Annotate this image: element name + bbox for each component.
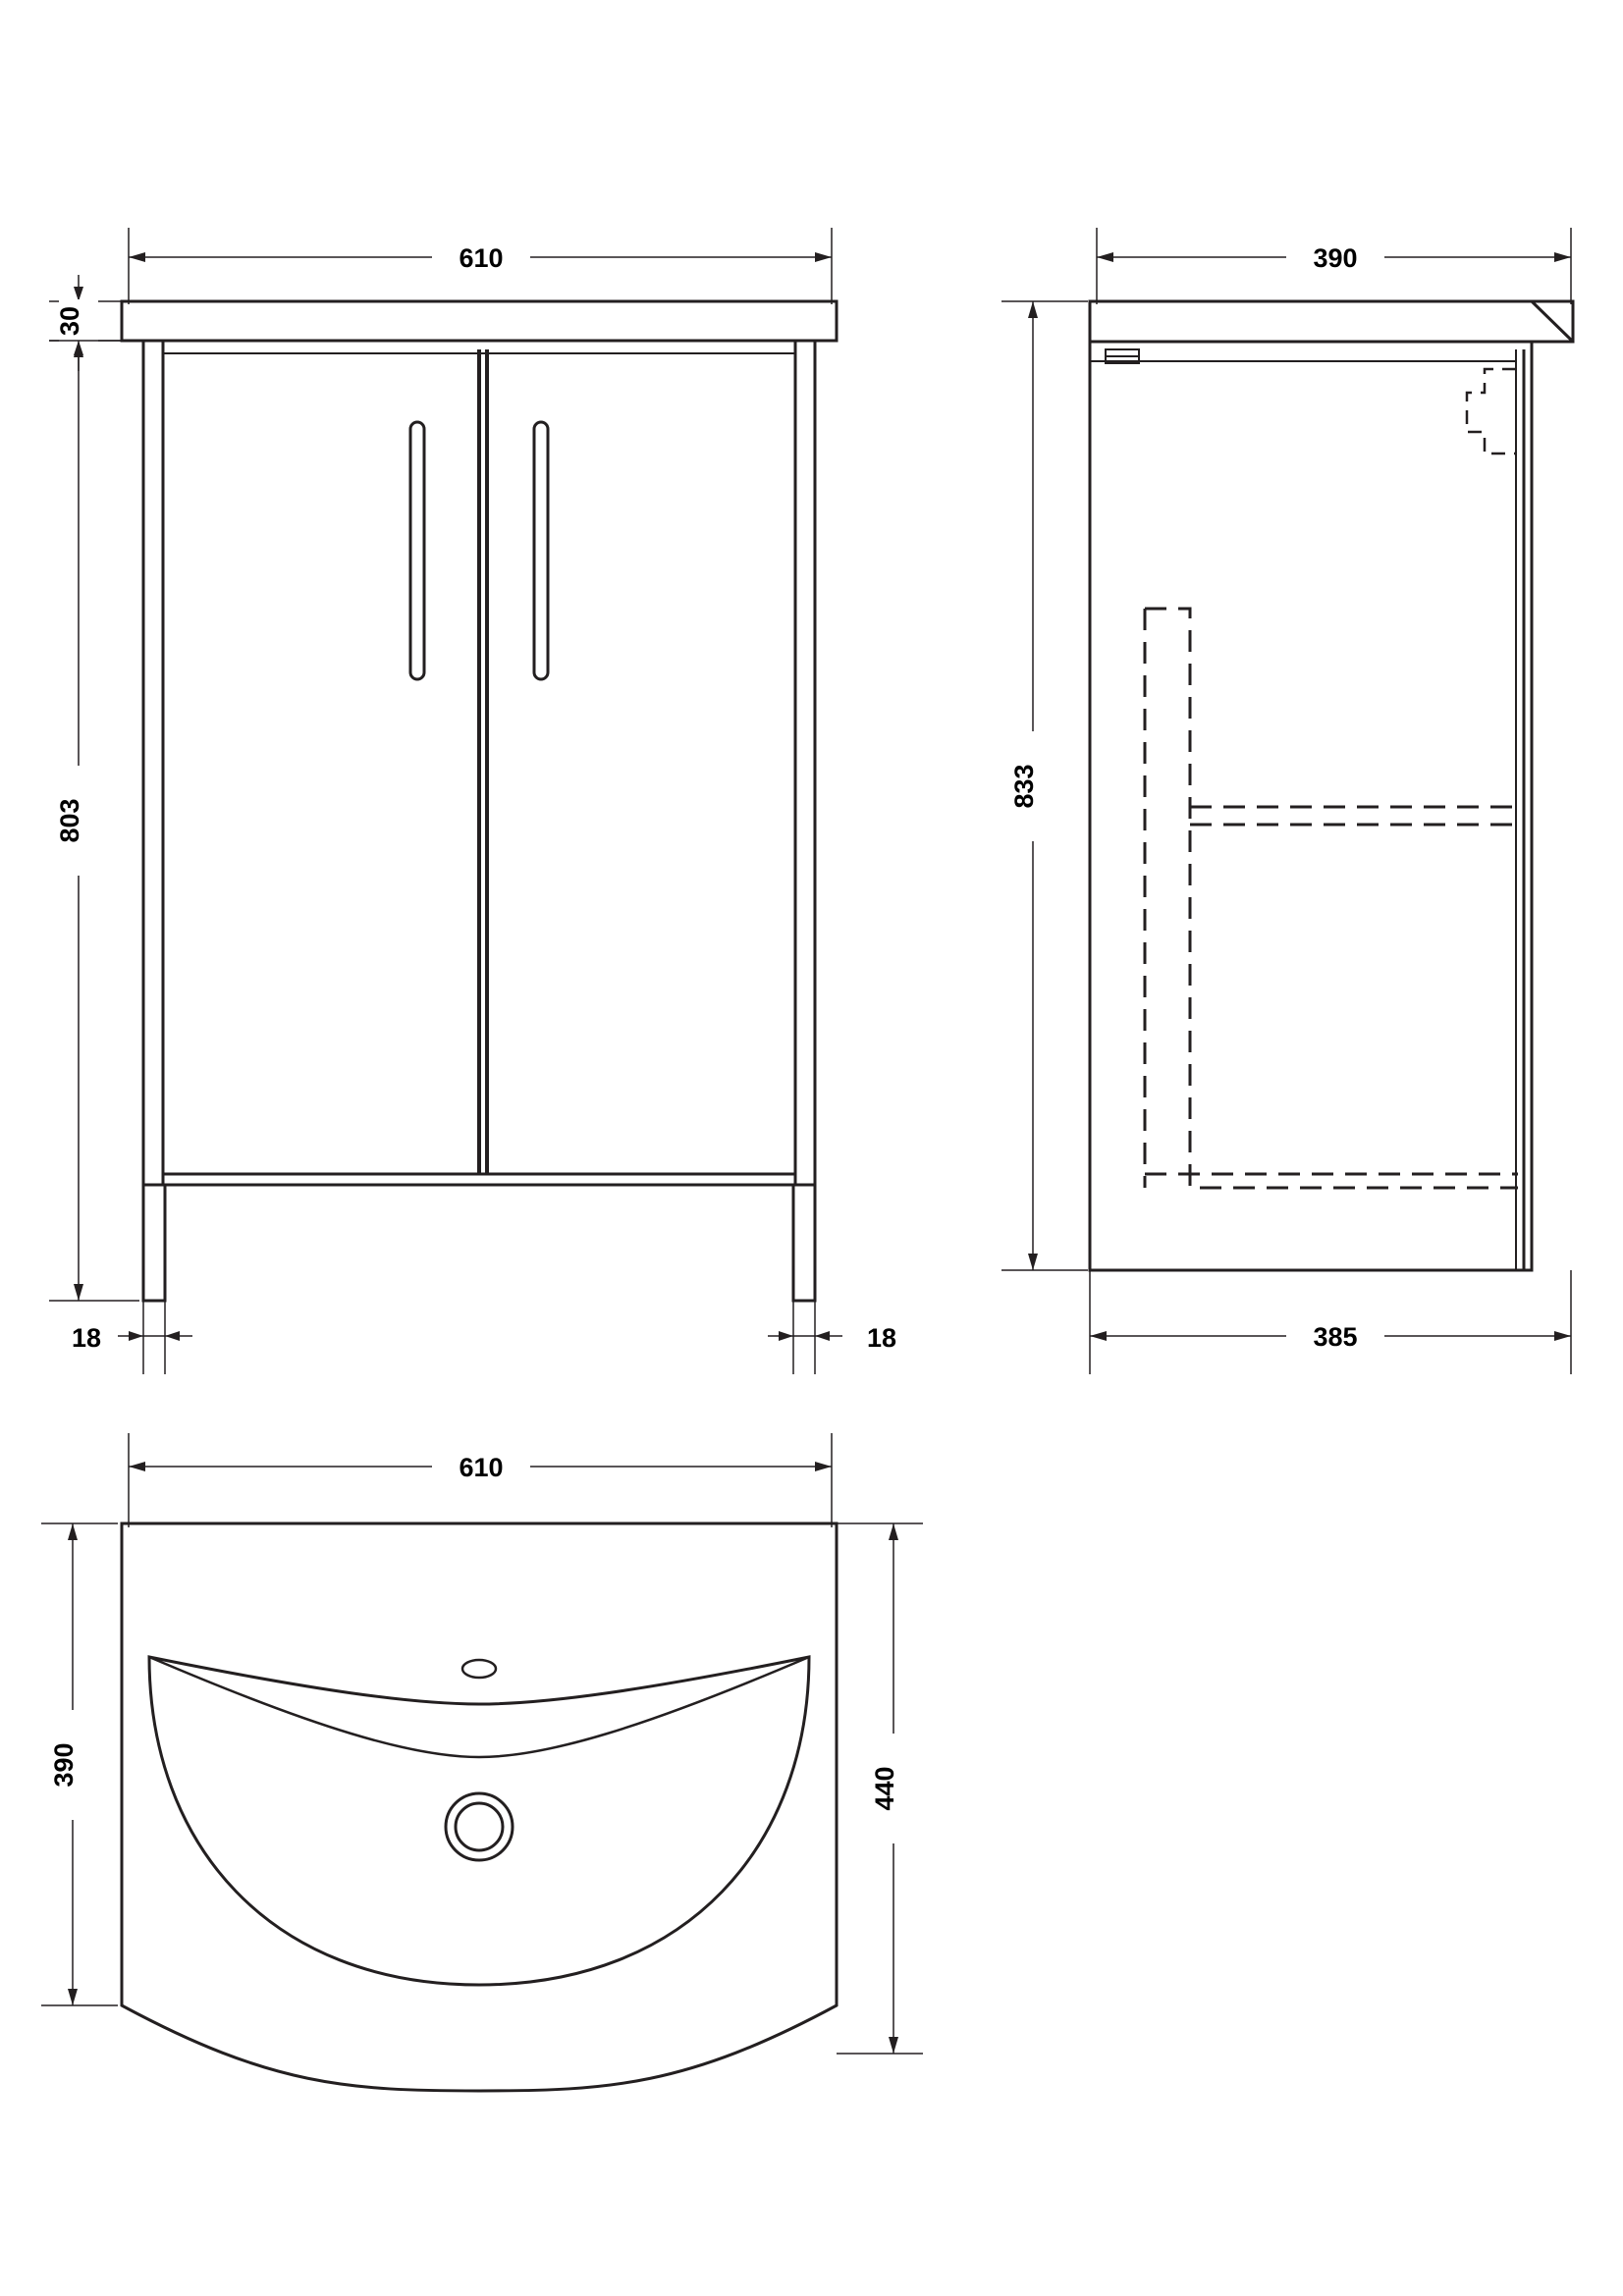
dim-side-depth-bottom: [1090, 1270, 1571, 1374]
dim-front-width-label: 610: [459, 243, 504, 273]
dim-front-height: [49, 341, 139, 1301]
side-hinge-detail: [1467, 369, 1516, 454]
front-cabinet-body: [143, 341, 815, 1185]
basin-plan-view: [41, 1433, 923, 2091]
dim-front-top-thickness: [49, 275, 147, 371]
dim-basin-width-label: 610: [459, 1453, 504, 1482]
dim-basin-depth-inner-label: 390: [49, 1742, 79, 1788]
basin-bowl: [149, 1657, 809, 1985]
dim-front-leg-left: [72, 1266, 192, 1374]
dim-side-height-label: 833: [1009, 764, 1039, 809]
dim-basin-width: [129, 1433, 832, 1527]
dim-front-leg-right-label: 18: [866, 1323, 897, 1353]
front-worktop: [122, 301, 837, 341]
basin-outline: [122, 1523, 837, 2091]
dim-front-width: [129, 228, 832, 304]
front-elevation-view: [49, 228, 896, 1374]
side-elevation-view: [1001, 228, 1573, 1374]
side-internal-hidden-lines: [1145, 609, 1518, 1188]
dim-basin-depth-inner: [41, 1523, 118, 2005]
front-legs: [143, 1185, 815, 1301]
dim-basin-depth-outer: [837, 1523, 923, 2054]
dim-basin-depth-outer-label: 440: [870, 1766, 899, 1811]
dim-side-depth-top-label: 390: [1313, 243, 1358, 273]
basin-waste-outlet-icon: [446, 1793, 513, 1860]
dim-front-leg-right: [768, 1266, 896, 1374]
dim-front-top-thickness-label: 30: [55, 305, 84, 337]
side-worktop: [1090, 301, 1573, 342]
dim-side-height: [1001, 301, 1088, 1270]
dim-side-depth-bottom-label: 385: [1313, 1322, 1358, 1352]
dim-front-height-label: 803: [55, 798, 84, 843]
dim-front-leg-left-label: 18: [71, 1323, 102, 1353]
dim-side-depth-top: [1097, 228, 1571, 304]
basin-overflow-icon: [462, 1660, 496, 1678]
